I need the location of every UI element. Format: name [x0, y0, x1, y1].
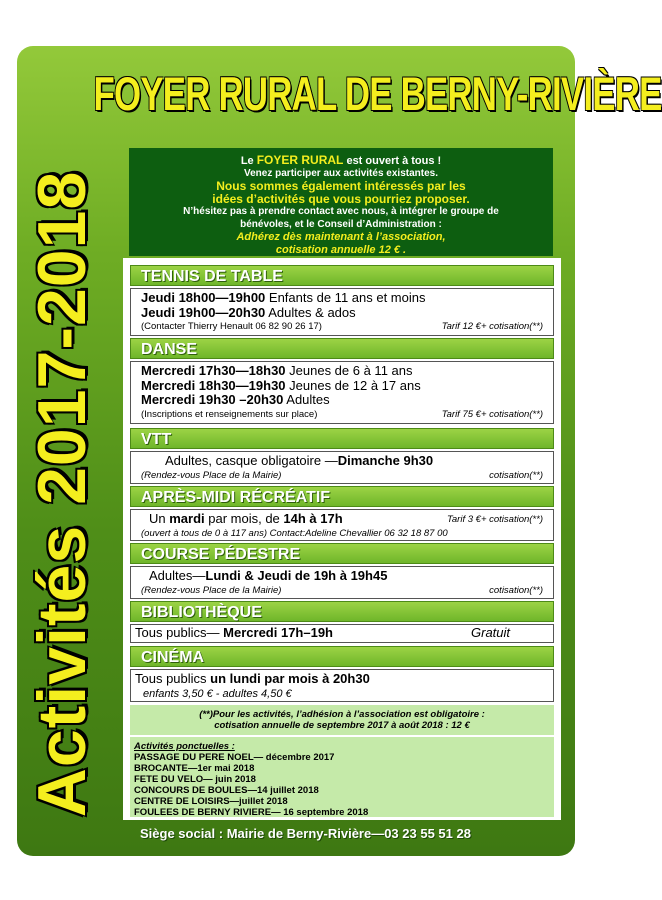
vtt-info: Adultes, casque obligatoire —: [165, 453, 338, 468]
section-biblio-body: [130, 624, 554, 643]
event-item: FETE DU VELO— juin 2018: [134, 774, 256, 785]
cinema-line-1: [135, 672, 553, 687]
apres-midi-info: (ouvert à tous de 0 à 117 ans) Contact:Adeline Chevallier 06 32 18 87 00: [141, 527, 448, 539]
danse-line-3: [141, 393, 553, 408]
cinema-info: Tous publics: [135, 671, 211, 686]
tennis-tarif: Tarif 12 €+: [441, 321, 487, 332]
cotisation-note: [130, 705, 554, 735]
apres-midi-line-2: [141, 527, 553, 542]
course-rdv: (Rendez-vous Place de la Mairie): [141, 584, 282, 596]
apres-midi-line-1: [141, 512, 553, 527]
intro-line-1-post: est ouvert à tous !: [343, 155, 442, 167]
danse-line-1: [141, 364, 553, 379]
biblio-line-1: [135, 626, 553, 641]
intro-box: [129, 148, 553, 256]
vtt-line-2: [141, 469, 553, 484]
apres-midi-time: 14h à 17h: [283, 511, 343, 526]
danse-time-2: Mercredi 18h30—19h30: [141, 377, 286, 393]
biblio-gratuit: Gratuit: [471, 625, 511, 640]
vtt-cotisation: cotisation(**): [489, 469, 543, 481]
section-biblio-header: BIBLIOTHÈQUE: [130, 601, 554, 622]
event-item: FOULEES DE BERNY RIVIERE— 16 septembre 2018: [134, 807, 369, 818]
apres-midi-pre: Un: [149, 511, 170, 526]
note-line-2: cotisation annuelle de septembre 2017 à août 2018 : 12 €: [214, 720, 470, 731]
footer-address: Siège social : Mairie de Berny-Rivière—03 23 55 51 28: [140, 826, 471, 841]
event-item: CENTRE DE LOISIRS—juillet 2018: [134, 796, 288, 807]
note-line-1: (**)Pour les activités, l’adhésion à l’association est obligatoire :: [199, 709, 485, 720]
tennis-line-3: [141, 320, 553, 335]
danse-cotisation: cotisation(**): [486, 408, 543, 420]
danse-info: (Inscriptions et renseignements sur place): [141, 408, 318, 420]
events-header: Activités ponctuelles :: [134, 741, 235, 752]
danse-group-1: Jeunes de 6 à 11 ans: [285, 363, 413, 378]
danse-group-2: Jeunes de 12 à 17 ans: [285, 377, 421, 393]
tennis-contact: (Contacter Thierry Henault 06 82 90 26 17): [141, 321, 322, 332]
danse-line-2: [141, 379, 553, 394]
section-course-body: [130, 566, 554, 599]
section-vtt-header: VTT: [130, 428, 554, 449]
intro-line-2: Venez participer aux activités existantes.: [244, 167, 438, 179]
intro-line-6: bénévoles, et le Conseil d’Administration :: [240, 218, 442, 230]
section-cinema-body: [130, 669, 554, 702]
danse-group-3: Adultes: [283, 392, 330, 407]
course-line-1: [141, 569, 553, 584]
vertical-title: Activités 2017-2018: [24, 170, 100, 818]
apres-midi-day: mardi: [169, 511, 205, 526]
danse-time-1: Mercredi 17h30—18h30: [141, 363, 286, 378]
events-box: [130, 737, 554, 817]
danse-line-4: [141, 408, 553, 423]
biblio-time: Mercredi 17h–19h: [223, 625, 333, 640]
course-cotisation: cotisation(**): [489, 584, 543, 596]
vtt-time: Dimanche 9h30: [337, 453, 434, 468]
intro-line-7: Adhérez dès maintenant à l’association,: [236, 231, 446, 243]
section-cinema-header: CINÉMA: [130, 646, 554, 667]
section-danse-header: DANSE: [130, 338, 554, 359]
section-tennis-header: TENNIS DE TABLE: [130, 265, 554, 286]
intro-line-1: [129, 154, 553, 168]
course-info: Adultes—: [149, 568, 206, 583]
event-item: CONCOURS DE BOULES—14 juillet 2018: [134, 785, 319, 796]
vtt-rdv: (Rendez-vous Place de la Mairie): [141, 469, 282, 481]
tennis-line-1: [141, 291, 553, 306]
intro-line-1-pre: Le: [240, 155, 257, 167]
intro-line-3: Nous sommes également intéressés par les: [216, 179, 466, 193]
tennis-group-2: Adultes & ados: [265, 304, 356, 320]
section-apres-midi-header: APRÈS-MIDI RÉCRÉATIF: [130, 486, 554, 507]
intro-line-4: idées d’activités que vous pourriez proposer.: [212, 192, 470, 206]
biblio-info: Tous publics—: [135, 625, 224, 640]
tennis-time-1: Jeudi 18h00—19h00: [141, 290, 266, 305]
section-danse-body: [130, 361, 554, 424]
course-time: Lundi & Jeudi de 19h à 19h45: [205, 568, 388, 583]
intro-foyer-name: FOYER RURAL: [256, 153, 344, 167]
cinema-line-2: enfants 3,50 € - adultes 4,50 €: [143, 687, 292, 700]
event-item: PASSAGE DU PERE NOEL— décembre 2017: [134, 752, 335, 763]
cinema-time: un lundi par mois à 20h30: [210, 671, 370, 686]
section-course-header: COURSE PÉDESTRE: [130, 543, 554, 564]
tennis-time-2: Jeudi 19h00—20h30: [141, 304, 266, 320]
event-item: BROCANTE—1er mai 2018: [134, 763, 255, 774]
section-vtt-body: [130, 451, 554, 484]
tennis-cotisation: cotisation(**): [486, 321, 543, 332]
apres-midi-mid: par mois, de: [204, 511, 284, 526]
tennis-line-2: [141, 306, 553, 321]
danse-time-3: Mercredi 19h30 –20h30: [141, 392, 284, 407]
apres-midi-tarif: Tarif 3 €+ cotisation(**): [446, 514, 543, 525]
section-tennis-body: [130, 288, 554, 336]
intro-line-5: N’hésitez pas à prendre contact avec nous, à intégrer le groupe de: [183, 206, 499, 217]
vtt-line-1: [141, 454, 553, 469]
intro-line-8: cotisation annuelle 12 € .: [275, 243, 407, 256]
tennis-group-1: Enfants de 11 ans et moins: [265, 290, 426, 305]
poster-title: FOYER RURAL DE BERNY-RIVIÈRE: [93, 67, 662, 120]
course-line-2: [141, 584, 553, 599]
section-apres-midi-body: [130, 509, 554, 541]
danse-tarif: Tarif 75 €+: [441, 408, 487, 420]
